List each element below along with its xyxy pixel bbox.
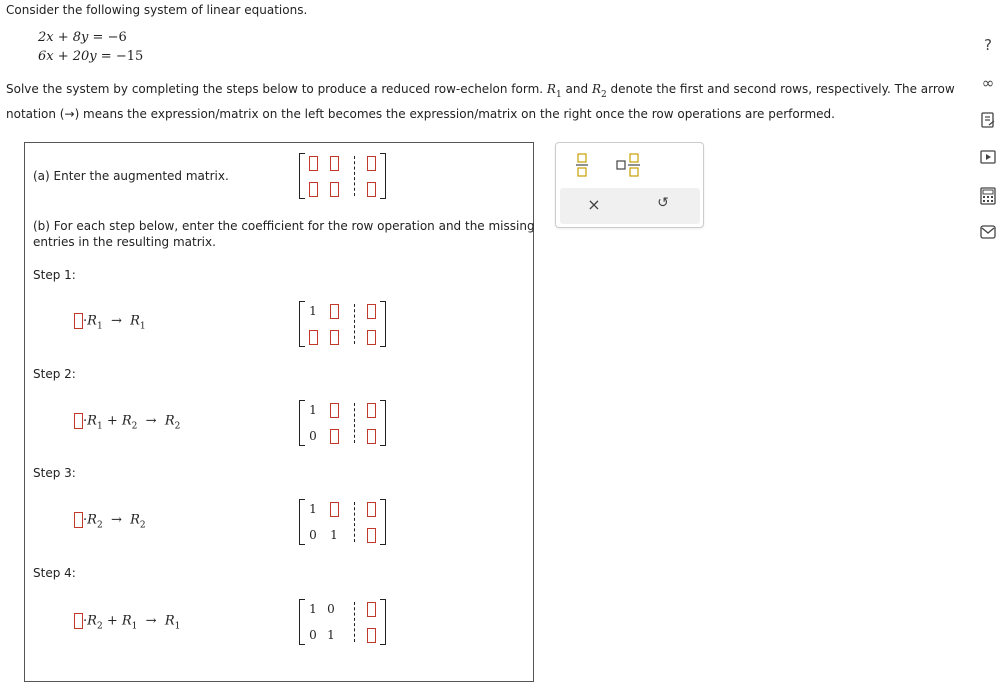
step-2-operation: $\cdot R_1 + R_2 \to R_2$: [74, 413, 180, 432]
matrix-divider: [354, 156, 355, 196]
mail-icon[interactable]: [978, 225, 998, 243]
step-2-label: Step 2:: [33, 367, 76, 381]
step-2-left-bracket: [299, 400, 305, 446]
step-1-cell-2-1[interactable]: [307, 328, 319, 346]
step-3-divider: [354, 502, 355, 542]
step-4-cell-1-2: 0: [327, 602, 335, 616]
step-1-coefficient-input[interactable]: [74, 313, 83, 329]
mixed-number-icon[interactable]: [616, 152, 642, 178]
instructions-line-1: [6, 82, 955, 100]
step-2-matrix: [299, 400, 386, 446]
step-1-cell-1-3[interactable]: [365, 302, 377, 320]
step-1-cell-1-2[interactable]: [328, 302, 340, 320]
step-1-right-bracket: [380, 301, 386, 347]
step-2-right-bracket: [380, 400, 386, 446]
instructions-text-d: ) means the expression/matrix on the left becomes the expression/matrix on the right once the row operations are performed.: [74, 107, 835, 121]
equation-2: [38, 49, 143, 64]
step-4-left-bracket: [299, 599, 305, 645]
part-b-label-line-1: (b) For each step below, enter the coefficient for the row operation and the missing: [33, 219, 535, 233]
part-b-label-line-2: entries in the resulting matrix.: [33, 235, 216, 249]
step-2-cell-2-2[interactable]: [328, 427, 340, 445]
instructions-text-b: denote the first and second rows, respectively. The arrow: [610, 82, 955, 96]
equation-1: [38, 30, 127, 45]
equation-1-lhs: 2x + 8y: [38, 30, 89, 45]
instructions-and: and: [565, 82, 589, 96]
step-1-arrow: →: [110, 313, 122, 329]
arrow-symbol: →: [64, 107, 75, 121]
step-1-label: Step 1:: [33, 268, 76, 282]
instructions-text-c: notation (: [6, 107, 65, 121]
step-3-cell-2-1: 0: [309, 528, 317, 542]
row-symbol-r2: $R_2$: [591, 82, 607, 100]
equation-1-equals: =: [92, 30, 104, 45]
calculator-icon[interactable]: [978, 187, 998, 205]
instructions-text-a: Solve the system by completing the steps below to produce a reduced row-echelon form.: [6, 82, 544, 96]
step-3-operation: $\cdot R_2 \to R_2$: [74, 512, 146, 531]
step-3-cell-1-1: 1: [309, 502, 317, 516]
step-1-operation: $\cdot R_1 \to R_1$: [74, 313, 146, 332]
step-3-label: Step 3:: [33, 466, 76, 480]
infinity-icon[interactable]: ∞: [981, 74, 995, 92]
step-4-label: Step 4:: [33, 566, 76, 580]
step-4-operation: $\cdot R_2 + R_1 \to R_1$: [74, 613, 180, 632]
step-1-cell-1-1: 1: [309, 304, 317, 318]
undo-button[interactable]: ↺: [657, 195, 669, 211]
fraction-icon[interactable]: [574, 152, 590, 178]
equation-2-rhs: −15: [115, 49, 144, 64]
equation-2-equals: =: [100, 49, 112, 64]
matrix-a-cell-1-1[interactable]: [307, 154, 319, 172]
step-4-coefficient-input[interactable]: [74, 613, 83, 629]
step-4-cell-2-1: 0: [309, 628, 317, 642]
matrix-a-cell-2-2[interactable]: [328, 180, 340, 198]
row-symbol-r1: $R_1$: [546, 82, 562, 100]
step-3-cell-1-3[interactable]: [365, 500, 377, 518]
matrix-a-cell-1-2[interactable]: [328, 154, 340, 172]
step-3-cell-1-2[interactable]: [328, 500, 340, 518]
help-icon[interactable]: ?: [984, 36, 992, 54]
step-4-right-bracket: [380, 599, 386, 645]
step-4-cell-2-3[interactable]: [365, 626, 377, 644]
notes-icon[interactable]: [978, 111, 998, 129]
step-3-coefficient-input[interactable]: [74, 512, 83, 528]
step-1-matrix: [299, 301, 386, 347]
equation-2-lhs: 6x + 20y: [38, 49, 97, 64]
part-a-label: (a) Enter the augmented matrix.: [33, 169, 229, 183]
matrix-right-bracket: [380, 153, 386, 199]
toolbox-action-bar: [560, 188, 700, 224]
step-4-matrix: [299, 599, 386, 645]
step-2-divider: [354, 403, 355, 443]
step-4-arrow: →: [145, 613, 157, 629]
step-3-right-bracket: [380, 499, 386, 545]
matrix-a-cell-2-1[interactable]: [307, 180, 319, 198]
step-3-matrix: [299, 499, 386, 545]
clear-button[interactable]: ×: [587, 195, 601, 214]
step-2-cell-1-1: 1: [309, 403, 317, 417]
step-4-cell-1-1: 1: [309, 602, 317, 616]
matrix-a-cell-2-3[interactable]: [365, 180, 377, 198]
step-2-cell-2-3[interactable]: [365, 427, 377, 445]
step-1-left-bracket: [299, 301, 305, 347]
video-icon[interactable]: [978, 149, 998, 167]
step-2-coefficient-input[interactable]: [74, 413, 83, 429]
step-3-arrow: →: [110, 512, 122, 528]
math-toolbox: [555, 142, 704, 228]
step-4-divider: [354, 602, 355, 642]
step-1-divider: [354, 304, 355, 344]
instructions-line-2: [6, 107, 835, 121]
step-3-cell-2-3[interactable]: [365, 526, 377, 544]
step-1-cell-2-3[interactable]: [365, 328, 377, 346]
step-3-cell-2-2: 1: [330, 528, 338, 542]
step-2-arrow: →: [145, 413, 157, 429]
step-2-cell-2-1: 0: [309, 429, 317, 443]
matrix-left-bracket: [299, 153, 305, 199]
step-4-cell-2-2: 1: [327, 628, 335, 642]
step-2-cell-1-2[interactable]: [328, 401, 340, 419]
step-2-cell-1-3[interactable]: [365, 401, 377, 419]
augmented-matrix: [299, 153, 386, 199]
step-1-cell-2-2[interactable]: [328, 328, 340, 346]
matrix-a-cell-1-3[interactable]: [365, 154, 377, 172]
equation-1-rhs: −6: [107, 30, 127, 45]
step-4-cell-1-3[interactable]: [365, 600, 377, 618]
intro-text: Consider the following system of linear equations.: [6, 3, 308, 17]
step-3-left-bracket: [299, 499, 305, 545]
